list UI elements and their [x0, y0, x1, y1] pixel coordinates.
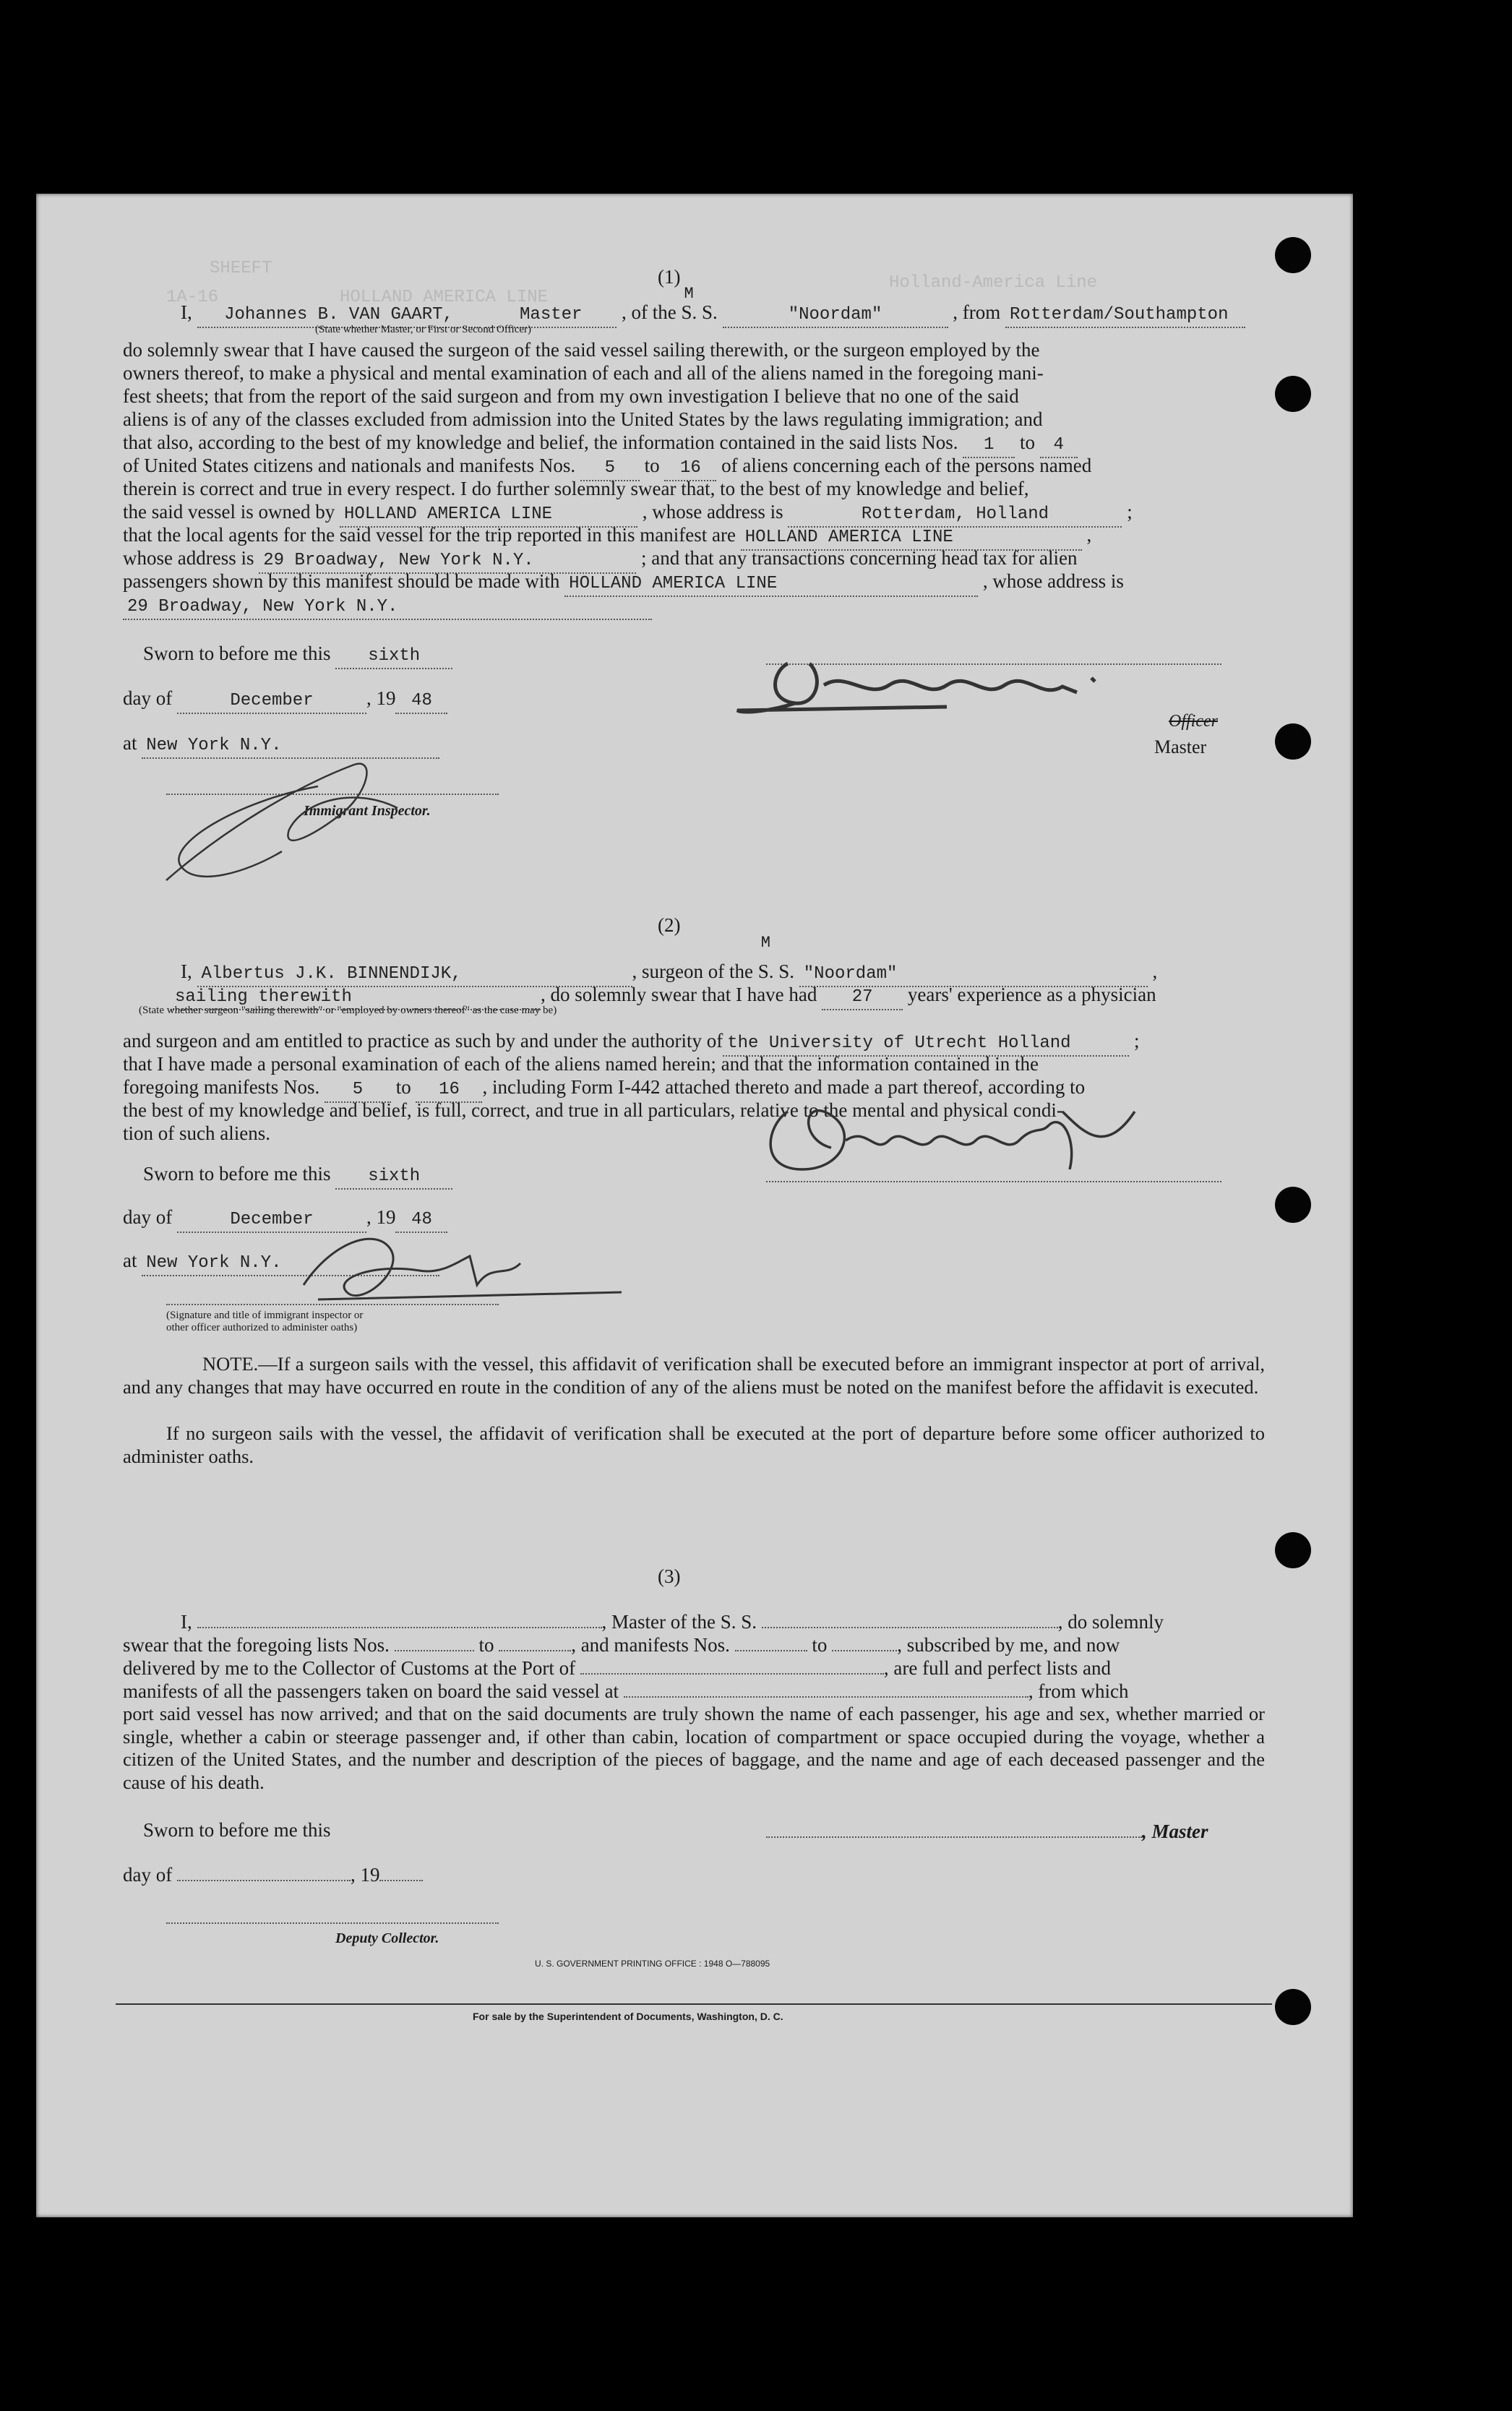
solemnly-label: , do solemnly	[1057, 1611, 1164, 1633]
surgeon-note: NOTE.—If a surgeon sails with the vessel, this affidavit of verification shall be executed before an immigrant inspector at port of arrival, and any changes that may have occurred en route in the condition of any of the aliens must be noted on the manifest before the affidavit is executed.	[123, 1353, 1265, 1398]
deputy-signature-line	[166, 1922, 499, 1924]
section-1-line-a: do solemnly swear that I have caused the surgeon of the said vessel sailing therewith, or the surgeon employed by the	[123, 339, 1040, 361]
section-1-line-d: aliens is of any of the classes excluded from admission into the United States by the laws regulating immigration; and	[123, 408, 1043, 430]
section-3-opening-line	[181, 1610, 1164, 1633]
vessel-field: "Noordam"	[723, 304, 948, 328]
year-blank[interactable]	[379, 1880, 423, 1881]
line-a-text: and surgeon and am entitled to practice as such by and under the authority of	[123, 1030, 723, 1052]
punch-hole	[1275, 1989, 1311, 2025]
for-sale-notice: For sale by the Superintendent of Documents, Washington, D. C.	[473, 2011, 783, 2022]
manifests-taken-label: manifests of all the passengers taken on board the said vessel at	[123, 1680, 619, 1702]
years-field: 27	[822, 986, 903, 1010]
whose-address-label: whose address is	[123, 547, 254, 569]
year-field: 48	[395, 689, 447, 714]
punch-hole	[1275, 1187, 1311, 1223]
section-1-line-g: therein is correct and true in every respect. I do further solemnly swear that, to the best of my knowledge and belief,	[123, 478, 1029, 499]
sailing-field: sailing therewith	[171, 986, 541, 1010]
punch-hole	[1275, 1532, 1311, 1568]
manifest-to-field: 16	[416, 1078, 482, 1103]
punch-hole	[1275, 723, 1311, 760]
agents-address-field: 29 Broadway, New York N.Y.	[259, 549, 636, 574]
ss-prefix	[681, 285, 718, 323]
section-1-owner-line: the said vessel is owned by HOLLAND AMERICA LINE , whose address is Rotterdam, Holland ;	[123, 500, 1133, 528]
faint-stamp: Holland-America Line	[889, 273, 1098, 293]
subscribed-label: , subscribed by me, and now	[897, 1634, 1120, 1656]
section-1-number: (1)	[658, 266, 681, 288]
delivered-label: delivered by me to the Collector of Customs at the Port of	[123, 1657, 576, 1679]
to-word: to	[644, 455, 660, 476]
signature-note: (Signature and title of immigrant inspector or other officer authorized to administer oaths)	[166, 1310, 364, 1333]
ss-mark: M	[760, 934, 770, 952]
manifest-to-blank[interactable]	[832, 1650, 897, 1651]
from-which-label: , from which	[1028, 1680, 1129, 1702]
section-3-sworn-line: Sworn to before me this	[143, 1819, 331, 1841]
line-c2-text: , including Form I-442 attached thereto and made a part thereof, according to	[482, 1076, 1086, 1098]
section-2-line-b: that I have made a personal examination of each of the aliens named herein; and that the information contained in the	[123, 1053, 1039, 1075]
footer-rule	[116, 2003, 1272, 2005]
year-prefix: , 19	[366, 687, 396, 709]
day-of-label: day of	[123, 1864, 173, 1886]
sworn-day-field: sixth	[335, 645, 452, 669]
tax-label: ; and that any transactions concerning head tax for alien	[640, 547, 1078, 569]
section-2-opening-line: I, Albertus J.K. BINNENDIJK, , surgeon of the S. S. M "Noordam" ,	[181, 960, 1157, 987]
manifest-from-field: 5	[325, 1078, 391, 1103]
punch-hole	[1275, 376, 1311, 412]
year-prefix: , 19	[366, 1206, 396, 1228]
owner-field: HOLLAND AMERICA LINE	[340, 503, 637, 528]
lists-to-blank[interactable]	[499, 1650, 571, 1651]
inspector-label: Immigrant Inspector.	[304, 803, 431, 819]
officer-signature-line	[166, 1304, 499, 1305]
agents-label: that the local agents for the said vessel for the trip reported in this manifest are	[123, 524, 736, 546]
ss-prefix	[757, 934, 795, 982]
no-surgeon-note: If no surgeon sails with the vessel, the affidavit of verification shall be executed at the port of departure before some officer authorized to administer oaths.	[123, 1422, 1265, 1467]
section-3-taken-line	[123, 1680, 1129, 1703]
sworn-label: Sworn to before me this	[143, 642, 331, 664]
ss-prefix-text: S. S.	[681, 301, 718, 323]
tax-address-field: 29 Broadway, New York N.Y.	[123, 596, 652, 620]
section-1-sworn-line	[143, 642, 452, 669]
authority-field: the University of Utrecht Holland	[723, 1032, 1129, 1057]
at-label: at	[123, 732, 137, 754]
master-of-label: , Master of the S. S.	[601, 1611, 757, 1633]
owned-label: the said vessel is owned by	[123, 501, 335, 523]
section-3-master-line	[766, 1820, 1208, 1843]
section-1-line-c: fest sheets; that from the report of the said surgeon and from my own investigation I believe that no one of the said	[123, 385, 1019, 407]
section-1-agents-line: that the local agents for the said vessel for the trip reported in this manifest are HOLLAND AMERICA LINE ,	[123, 523, 1091, 551]
sworn-label: Sworn to before me this	[143, 1163, 331, 1185]
officer-label-struck: Officer	[1169, 712, 1218, 731]
manifest-from-blank[interactable]	[735, 1650, 807, 1651]
day-of-label: day of	[123, 687, 173, 709]
section-1-date-line	[123, 687, 447, 714]
port-blank[interactable]	[580, 1673, 884, 1675]
passengers-label: passengers shown by this manifest should be made with	[123, 570, 560, 592]
lists-from-field: 1	[963, 434, 1015, 458]
place-field: New York N.Y.	[142, 734, 439, 759]
sailing-note: (State whether surgeon "sailing therewith" or "employed by owners thereof" as the case may be)	[139, 1005, 557, 1016]
section-2-number: (2)	[658, 914, 681, 936]
section-3-port-line	[123, 1656, 1111, 1680]
section-1-tax-address-line	[123, 593, 652, 620]
section-3-date-line	[123, 1863, 423, 1886]
rank-field: Master	[485, 304, 617, 328]
day-of-label: day of	[123, 1206, 173, 1228]
master-signature-blank[interactable]	[766, 1836, 1142, 1838]
solemnly-label: , do solemnly swear that I have had	[541, 984, 817, 1005]
whose-address-label: , whose address is	[982, 570, 1124, 592]
line-e-text: that also, according to the best of my knowledge and belief, the information contained in the said lists Nos.	[123, 431, 958, 453]
to-word: to	[395, 1076, 411, 1098]
section-3-paragraph: port said vessel has now arrived; and that on the said documents are truly shown the name of each passenger, his age and sex, whether married or single, whether a cabin or steerage passenger and, if other than cabin, location of compartment or space occupied during the voyage, whether a citizen of the United States, and the number and description of the pieces of baggage, and the name and age of each deceased passenger and the cause of his death.	[123, 1703, 1265, 1793]
manifest-from-field: 5	[580, 457, 640, 481]
section-2-line-a: and surgeon and am entitled to practice as such by and under the authority of the University of Utrecht Holland ;	[123, 1029, 1140, 1057]
sworn-day-field: sixth	[335, 1165, 452, 1190]
manifest-to-field: 16	[664, 457, 716, 481]
faint-stamp: 1A-16	[166, 288, 219, 307]
line-c1-text: foregoing manifests Nos.	[123, 1076, 320, 1098]
faint-stamp: SHEEFT	[210, 259, 272, 278]
ss-mark: M	[684, 285, 694, 303]
to-word: to	[1019, 431, 1035, 453]
master-label: Master	[1154, 736, 1207, 757]
place-field: New York N.Y.	[142, 1252, 439, 1276]
surgeon-name-field: Albertus J.K. BINNENDIJK,	[197, 963, 632, 987]
master-name-field: Johannes B. VAN GAART,	[197, 304, 481, 328]
deputy-label: Deputy Collector.	[335, 1930, 439, 1946]
to-word: to	[812, 1634, 828, 1656]
owner-address-field: Rotterdam, Holland	[788, 503, 1122, 528]
section-1-line-b: owners thereof, to make a physical and mental examination of each and all of the aliens named in the foregoing mani-	[123, 362, 1044, 384]
inspector-signature	[275, 1220, 650, 1314]
year-prefix: , 19	[350, 1864, 380, 1886]
ss-prefix-text: S. S.	[757, 960, 795, 982]
and-manifests-label: , and manifests Nos.	[571, 1634, 730, 1656]
punch-hole	[1275, 237, 1311, 273]
master-signature	[730, 642, 1221, 729]
year-field: 48	[395, 1208, 447, 1233]
lists-from-blank[interactable]	[395, 1650, 474, 1651]
section-2-sworn-line	[143, 1162, 452, 1190]
label-of-the: , of the	[622, 301, 676, 323]
month-blank[interactable]	[177, 1880, 351, 1881]
departure-port-blank[interactable]	[624, 1696, 1028, 1698]
vessel-blank[interactable]	[762, 1627, 1058, 1628]
section-2-line-e: tion of such aliens.	[123, 1122, 270, 1144]
line-f2-text: of aliens concerning each of the persons named	[721, 455, 1092, 476]
lists-to-field: 4	[1040, 434, 1078, 458]
faint-stamp: HOLLAND AMERICA LINE	[340, 288, 549, 307]
rank-note: (State whether Master, or First or Second Officer)	[315, 324, 532, 335]
label-i: I,	[181, 301, 192, 323]
vessel-field: "Noordam"	[799, 963, 1148, 987]
to-word: to	[478, 1634, 494, 1656]
agents-field: HOLLAND AMERICA LINE	[741, 526, 1082, 551]
printing-office: U. S. GOVERNMENT PRINTING OFFICE : 1948 O—788095	[535, 1959, 770, 1969]
full-perfect-label: , are full and perfect lists and	[883, 1657, 1112, 1679]
label-from: , from	[953, 301, 1001, 323]
month-field: December	[177, 689, 366, 714]
inspector-signature	[137, 743, 542, 902]
label-i: I,	[181, 1611, 192, 1633]
master-name-blank[interactable]	[197, 1627, 602, 1628]
swear-lists-label: swear that the foregoing lists Nos.	[123, 1634, 390, 1656]
master-label: , Master	[1142, 1821, 1208, 1842]
section-2-line-d: the best of my knowledge and belief, is full, correct, and true in all particulars, relative to the mental and physical condi-	[123, 1099, 1063, 1121]
at-label: at	[123, 1250, 137, 1271]
section-3-number: (3)	[658, 1565, 681, 1587]
whose-address-label: , whose address is	[642, 501, 783, 523]
label-i: I,	[181, 960, 192, 982]
surgeon-of-label: , surgeon of the	[632, 960, 753, 982]
month-field: December	[177, 1208, 366, 1233]
surgeon-signature	[744, 1083, 1221, 1191]
years-label: years' experience as a physician	[907, 984, 1156, 1005]
line-f1-text: of United States citizens and nationals and manifests Nos.	[123, 455, 576, 476]
form-sheet	[36, 194, 1353, 2217]
section-3-lists-line	[123, 1633, 1120, 1656]
from-place-field: Rotterdam/Southampton	[1005, 304, 1245, 328]
tax-with-field: HOLLAND AMERICA LINE	[564, 572, 978, 597]
